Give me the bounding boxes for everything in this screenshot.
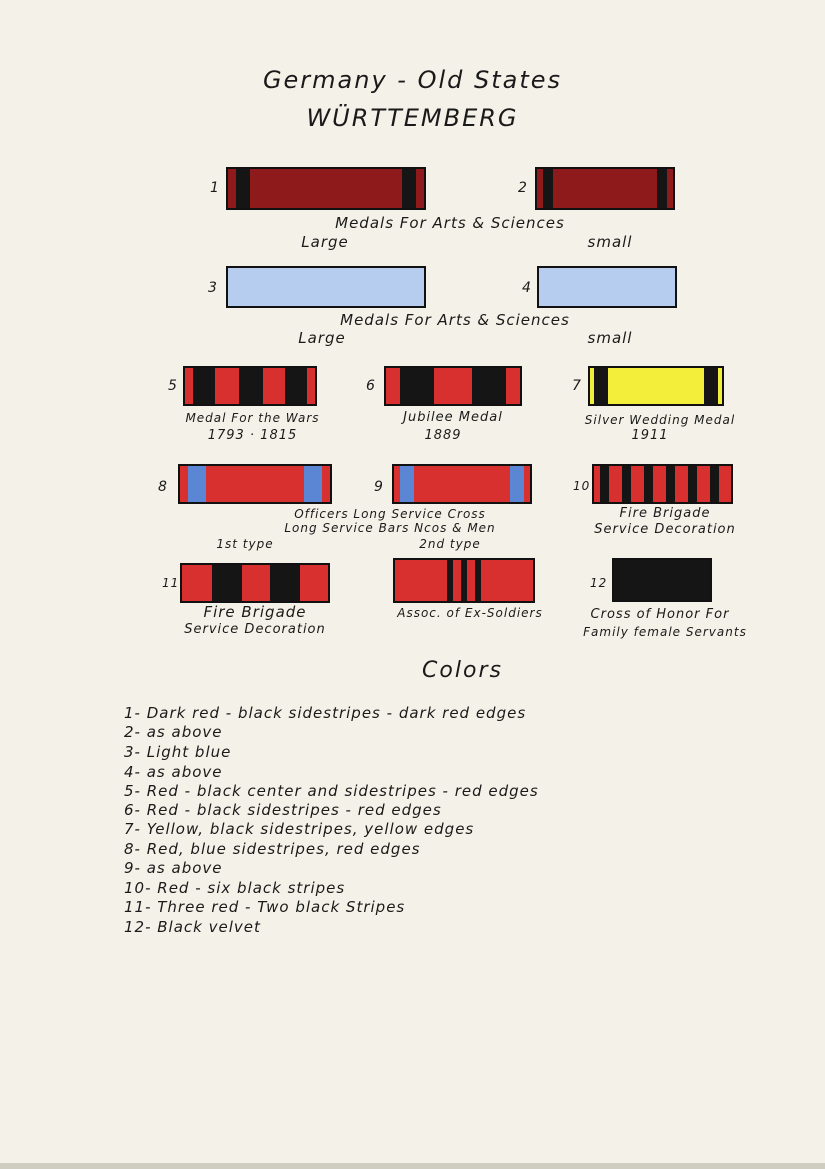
ribbon-8-stripe: [188, 466, 206, 502]
ribbon-number-5: 5: [168, 378, 178, 394]
caption-silver-year: 1911: [631, 428, 669, 443]
caption-officers-cross: Officers Long Service Cross: [294, 507, 486, 521]
caption-large-2: Large: [298, 329, 346, 347]
caption-wars-years: 1793 · 1815: [207, 428, 298, 443]
ribbon-6-stripe: [400, 368, 434, 404]
legend-line: 11- Three red - Two black Stripes: [124, 898, 406, 916]
caption-long-service-bars: Long Service Bars Ncos & Men: [284, 521, 496, 535]
ribbon-10-stripe: [666, 466, 675, 502]
ribbon-1: [226, 167, 426, 210]
ribbon-4: [537, 266, 677, 308]
ribbon-number-6: 6: [366, 378, 376, 394]
ribbon-1-stripe: [402, 169, 416, 208]
ribbon-11-stripe: [270, 565, 300, 601]
ribbon-11-stripe: [212, 565, 242, 601]
legend-line: 5- Red - black center and sidestripes - red edges: [124, 782, 539, 800]
ribbon-1-stripe: [236, 169, 250, 208]
caption-large-1: Large: [301, 233, 349, 251]
ribbon-10-stripe: [644, 466, 653, 502]
ribbon-number-12: 12: [590, 576, 608, 590]
legend-line: 3- Light blue: [124, 743, 232, 761]
ribbon-ex-soldiers-stripe: [475, 560, 481, 601]
ribbon-10-stripe: [688, 466, 697, 502]
ribbon-number-10: 10: [573, 479, 591, 493]
caption-fire-brigade-11-b: Service Decoration: [184, 622, 326, 637]
legend-line: 12- Black velvet: [124, 918, 261, 936]
legend-line: 8- Red, blue sidestripes, red edges: [124, 840, 421, 858]
page-bottom-edge: [0, 1163, 825, 1169]
ribbon-ex-soldiers: [393, 558, 535, 603]
ribbon-10-stripe: [600, 466, 609, 502]
ribbon-8: [178, 464, 332, 504]
caption-small-1: small: [587, 233, 633, 251]
caption-arts-sciences-1: Medals For Arts & Sciences: [335, 214, 565, 232]
caption-cross-honor-a: Cross of Honor For: [590, 607, 730, 622]
ribbon-ex-soldiers-stripe: [461, 560, 467, 601]
legend-line: 7- Yellow, black sidestripes, yellow edges: [124, 820, 475, 838]
caption-wars: Medal For the Wars: [185, 411, 320, 425]
ribbon-2-stripe: [657, 169, 667, 208]
ribbon-10-stripe: [622, 466, 631, 502]
ribbon-number-4: 4: [522, 280, 532, 296]
ribbon-number-7: 7: [572, 378, 582, 394]
page-title: Germany - Old States: [262, 66, 563, 94]
ribbon-5: [183, 366, 317, 406]
ribbon-12: [612, 558, 712, 602]
caption-jubilee: Jubilee Medal: [403, 410, 503, 425]
ribbon-5-stripe: [193, 368, 215, 404]
caption-second-type: 2nd type: [419, 537, 481, 551]
caption-jubilee-year: 1889: [424, 428, 462, 443]
legend-line: 1- Dark red - black sidestripes - dark red edges: [124, 704, 527, 722]
caption-cross-honor-b: Family female Servants: [583, 625, 747, 639]
caption-small-2: small: [587, 329, 633, 347]
ribbon-10: [592, 464, 733, 504]
ribbon-9: [392, 464, 532, 504]
ribbon-number-8: 8: [158, 479, 168, 495]
ribbon-9-stripe: [400, 466, 414, 502]
ribbon-2-stripe: [543, 169, 553, 208]
ribbon-6: [384, 366, 522, 406]
page-subtitle: WÜRTTEMBERG: [306, 104, 519, 132]
ribbon-5-stripe: [285, 368, 307, 404]
ribbon-11: [180, 563, 330, 603]
ribbon-3: [226, 266, 426, 308]
ribbon-10-stripe: [710, 466, 719, 502]
ribbon-ex-soldiers-stripe: [447, 560, 453, 601]
legend-line: 9- as above: [124, 859, 223, 877]
caption-fire-brigade-10-a: Fire Brigade: [619, 506, 711, 521]
colors-heading: Colors: [422, 658, 503, 683]
ribbon-7: [588, 366, 724, 406]
ribbon-6-stripe: [472, 368, 506, 404]
caption-ex-soldiers: Assoc. of Ex-Soldiers: [397, 606, 543, 620]
ribbon-9-stripe: [510, 466, 524, 502]
caption-silver: Silver Wedding Medal: [584, 413, 736, 427]
ribbon-7-stripe: [594, 368, 608, 404]
ribbon-8-stripe: [304, 466, 322, 502]
ribbon-number-1: 1: [210, 180, 220, 196]
ribbon-number-3: 3: [208, 280, 218, 296]
legend-line: 4- as above: [124, 763, 223, 781]
ribbon-2: [535, 167, 675, 210]
legend-line: 2- as above: [124, 723, 223, 741]
ribbon-number-2: 2: [518, 180, 528, 196]
legend-line: 10- Red - six black stripes: [124, 879, 346, 897]
ribbon-number-9: 9: [374, 479, 384, 495]
ribbon-7-stripe: [704, 368, 718, 404]
ribbon-5-stripe: [239, 368, 263, 404]
caption-fire-brigade-11-a: Fire Brigade: [203, 603, 307, 621]
caption-first-type: 1st type: [216, 537, 274, 551]
ribbon-number-11: 11: [162, 576, 180, 590]
caption-fire-brigade-10-b: Service Decoration: [594, 522, 736, 537]
caption-arts-sciences-2: Medals For Arts & Sciences: [340, 311, 570, 329]
legend-line: 6- Red - black sidestripes - red edges: [124, 801, 442, 819]
